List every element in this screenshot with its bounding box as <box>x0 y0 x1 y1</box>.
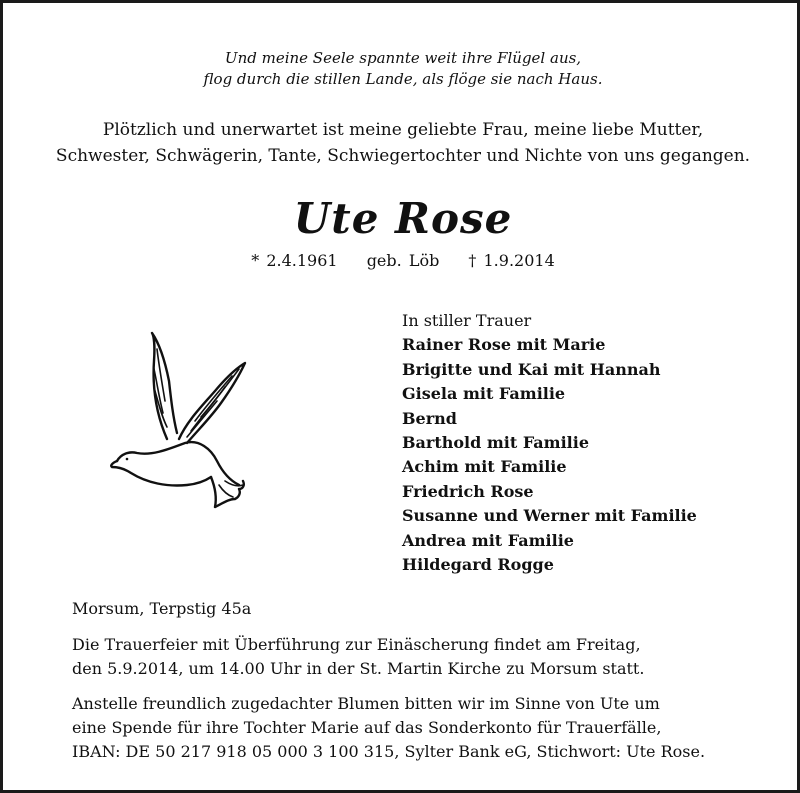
poem-line-1: Und meine Seele spannte weit ihre Flügel aus, <box>224 49 582 67</box>
intro-line-2: Schwester, Schwägerin, Tante, Schwiegertochter und Nichte von uns gegangen. <box>55 146 751 166</box>
intro-text <box>3 117 800 169</box>
mourner-name: Bernd <box>402 408 457 428</box>
mourner-name: Achim mit Familie <box>402 457 567 477</box>
ceremony-line-1: Die Trauerfeier mit Überführung zur Einäscherung findet am Freitag, <box>72 635 641 654</box>
dove-icon <box>107 321 252 521</box>
intro-line-1: Plötzlich und unerwartet ist meine geliebte Frau, meine liebe Mutter, <box>102 120 704 140</box>
poem <box>3 48 800 90</box>
life-dates <box>3 249 800 273</box>
donation-line-3: IBAN: DE 50 217 918 05 000 3 100 315, Sylter Bank eG, Stichwort: Ute Rose. <box>72 742 706 761</box>
address: Morsum, Terpstig 45a <box>72 599 252 618</box>
poem-line-2: flog durch die stillen Lande, als flöge sie nach Haus. <box>203 70 603 88</box>
donation-line-2: eine Spende für ihre Tochter Marie auf das Sonderkonto für Trauerfälle, <box>72 718 662 737</box>
mourner-name: Gisela mit Familie <box>402 384 566 404</box>
mourner-name: Friedrich Rose <box>402 481 534 501</box>
mourner-name: Susanne und Werner mit Familie <box>402 506 697 526</box>
donation-line-1: Anstelle freundlich zugedachter Blumen bitten wir im Sinne von Ute um <box>72 694 660 713</box>
maiden-name: geb. Löb <box>366 251 440 270</box>
deceased-name: Ute Rose <box>293 194 513 243</box>
mourners-list <box>402 309 697 577</box>
donation-info <box>72 692 762 764</box>
mourner-name: Rainer Rose mit Marie <box>402 335 606 355</box>
ceremony-info <box>72 633 752 681</box>
ceremony-line-2: den 5.9.2014, um 14.00 Uhr in der St. Martin Kirche zu Morsum statt. <box>72 659 645 678</box>
mourners-lead: In stiller Trauer <box>402 311 532 330</box>
birth-date: * 2.4.1961 <box>251 251 338 270</box>
mourner-name: Andrea mit Familie <box>402 530 574 550</box>
death-date: † 1.9.2014 <box>468 251 555 270</box>
mourner-name: Brigitte und Kai mit Hannah <box>402 359 661 379</box>
mourner-name: Barthold mit Familie <box>402 433 590 453</box>
mourner-name: Hildegard Rogge <box>402 555 554 575</box>
